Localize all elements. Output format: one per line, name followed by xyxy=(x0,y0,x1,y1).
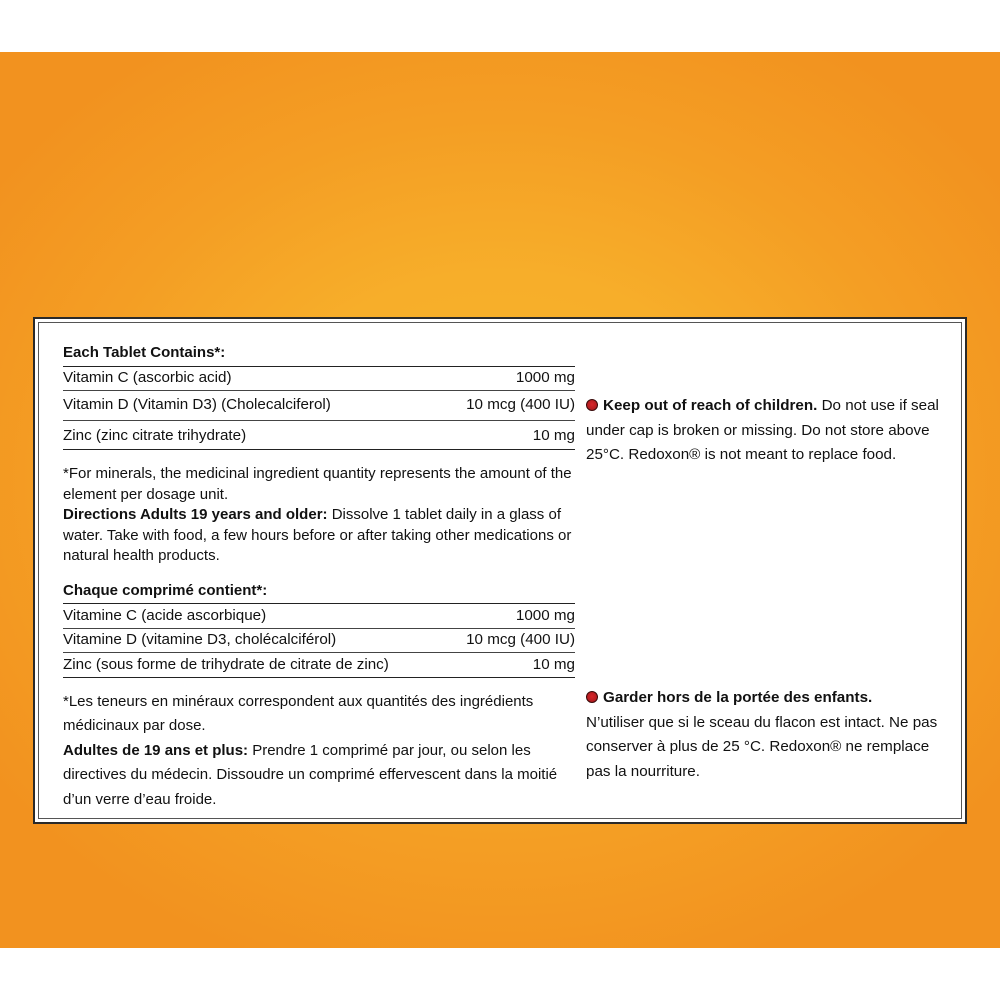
red-dot-icon xyxy=(586,399,598,411)
french-warning xyxy=(586,686,946,784)
directions-text: Prendre 1 comprimé par jour, ou selon les directives du médecin. Dissoudre un comprimé effervescent dans la moitié d’un verre d’eau froide. xyxy=(63,741,558,808)
table-row xyxy=(63,367,575,392)
ingredient-amount: 10 mg xyxy=(532,426,575,444)
table-row xyxy=(63,653,575,678)
ingredients-column xyxy=(63,343,575,812)
ingredient-amount: 10 mcg (400 IU) xyxy=(466,396,575,413)
directions-label: Directions Adults 19 years and older: xyxy=(63,506,328,523)
french-table-title: Chaque comprimé contient*: xyxy=(63,581,268,599)
warning-text: Do not use if seal under cap is broken or missing. Do not store above 25°C. Redoxon® is not meant to replace food. xyxy=(586,397,939,463)
table-row xyxy=(63,604,575,629)
table-row xyxy=(63,391,575,421)
warning-text: N’utiliser que si le sceau du flacon est intact. Ne pas conserver à plus de 25 °C. Redoxon® ne remplace pas la nourriture. xyxy=(586,713,938,780)
ingredient-name: Zinc (zinc citrate trihydrate) xyxy=(63,426,247,444)
red-dot-icon xyxy=(586,691,598,703)
ingredient-amount: 10 mcg (400 IU) xyxy=(466,631,575,648)
english-directions xyxy=(63,505,575,567)
english-ingredient-table xyxy=(63,366,575,451)
label-panel xyxy=(33,317,967,824)
warning-heading: Keep out of reach of children. xyxy=(603,397,818,414)
ingredient-name: Vitamin D (Vitamin D3) (Cholecalciferol) xyxy=(63,396,331,413)
ingredient-name: Vitamin C (ascorbic acid) xyxy=(63,369,232,386)
table-row xyxy=(63,629,575,654)
ingredient-name: Vitamine C (acide ascorbique) xyxy=(63,606,267,624)
ingredient-name: Vitamine D (vitamine D3, cholécalciférol) xyxy=(63,631,337,648)
english-warning xyxy=(586,394,946,468)
ingredient-amount: 10 mg xyxy=(532,655,575,673)
directions-text: Dissolve 1 tablet daily in a glass of water. Take with food, a few hours before or after taking other medications or natural health products. xyxy=(63,506,572,564)
french-footnote: *Les teneurs en minéraux correspondent aux quantités des ingrédients médicinaux par dose. xyxy=(63,692,534,734)
warning-heading: Garder hors de la portée des enfants. xyxy=(603,689,873,706)
french-directions xyxy=(63,739,575,813)
ingredient-amount: 1000 mg xyxy=(515,606,575,624)
directions-label: Adultes de 19 ans et plus: xyxy=(63,741,249,759)
ingredient-amount: 1000 mg xyxy=(515,369,575,386)
english-footnote: *For minerals, the medicinal ingredient quantity represents the amount of the element per dosage unit. xyxy=(63,465,572,503)
table-row xyxy=(63,421,575,451)
english-table-title: Each Tablet Contains*: xyxy=(63,344,226,361)
ingredient-name: Zinc (sous forme de trihydrate de citrate de zinc) xyxy=(63,655,389,673)
french-ingredient-table xyxy=(63,603,575,678)
